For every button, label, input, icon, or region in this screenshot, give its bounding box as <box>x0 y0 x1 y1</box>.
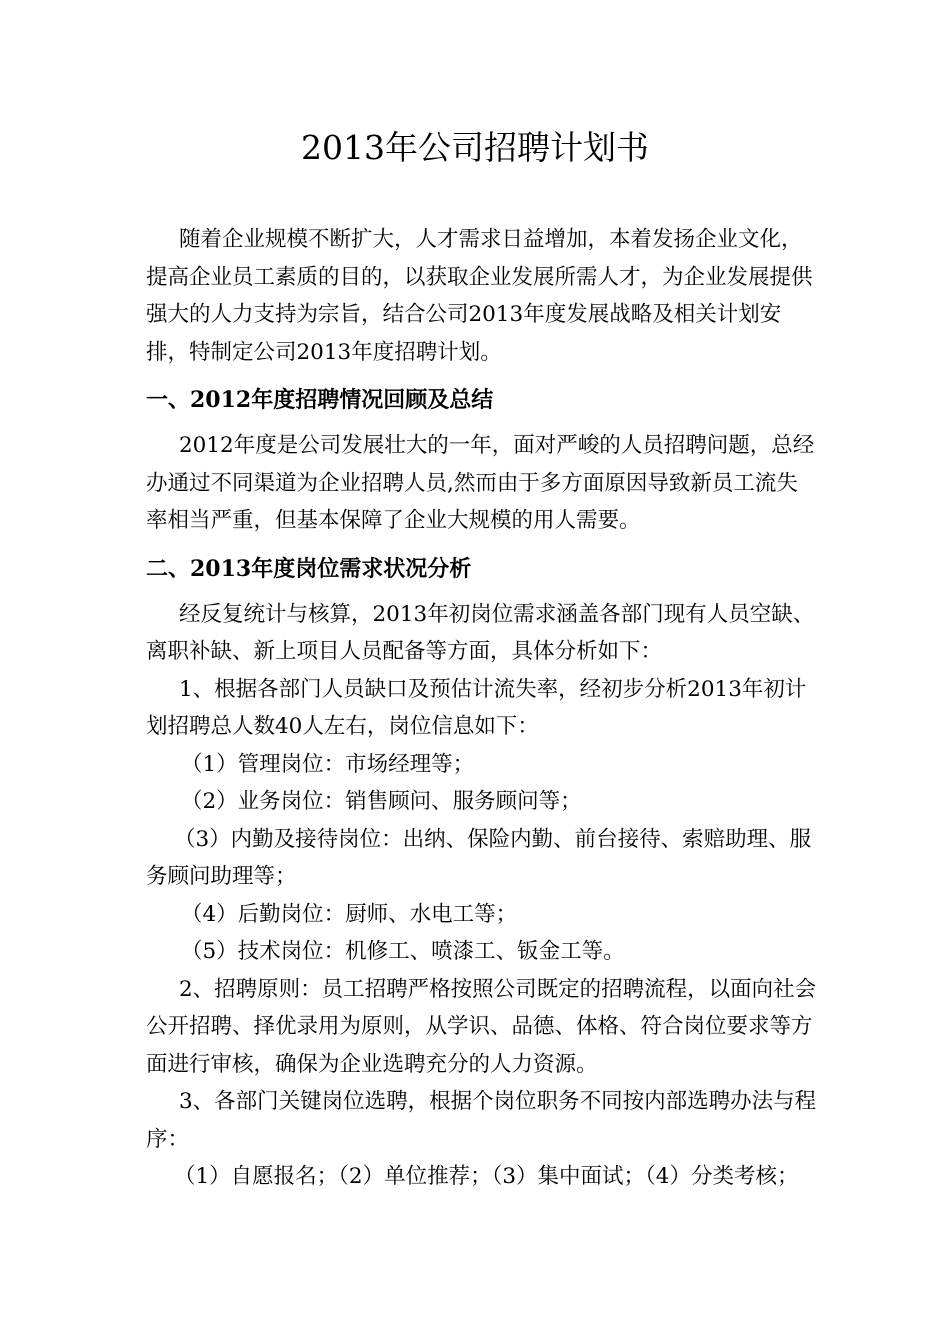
selection-steps: （1）自愿报名；（2）单位推荐；（3）集中面试；（4）分类考核； <box>174 1164 799 1189</box>
point1-paragraph: 1、根据各部门人员缺口及预估计流失率，经初步分析2013年初计划招聘总人数40人左右，岗位信息如下： <box>146 676 807 739</box>
section2-heading: 二、2013年度岗位需求状况分析 <box>146 555 472 582</box>
position-item-4: （4）后勤岗位：厨师、水电工等； <box>181 901 518 927</box>
section1-paragraph: 2012年度是公司发展壮大的一年，面对严峻的人员招聘问题，总经办通过不同渠道为企业招聘人员,然而由于多方面原因导致新员工流失率相当严重，但基本保障了企业大规模的用人需要。 <box>146 433 815 533</box>
position-item-1: （1）管理岗位：市场经理等； <box>181 751 475 777</box>
section2-paragraph: 经反复统计与核算，2013年初岗位需求涵盖各部门现有人员空缺、离职补缺、新上项目人员配备等方面，具体分析如下： <box>146 601 815 664</box>
section1-heading: 一、2012年度招聘情况回顾及总结 <box>146 387 494 413</box>
intro-paragraph: 随着企业规模不断扩大，人才需求日益增加，本着发扬企业文化，提高企业员工素质的目的，以获取企业发展所需人才，为企业发展提供强大的人力支持为宗旨，结合公司2013年度发展战略及相关计划安排，特制定公司2013年度招聘计划。 <box>146 227 813 365</box>
document-body <box>146 221 818 1196</box>
position-item-2: （2）业务岗位：销售顾问、服务顾问等； <box>181 789 582 814</box>
document-title: 2013年公司招聘计划书 <box>301 128 649 167</box>
point2-paragraph: 2、招聘原则：员工招聘严格按照公司既定的招聘流程，以面向社会公开招聘、择优录用为原则，从学识、品德、体格、符合岗位要求等方面进行审核，确保为企业选聘充分的人力资源。 <box>146 976 817 1077</box>
point3-paragraph: 3、各部门关键岗位选聘，根据个岗位职务不同按内部选聘办法与程序： <box>146 1089 817 1152</box>
position-item-5: （5）技术岗位：机修工、喷漆工、钣金工等。 <box>181 939 625 964</box>
position-item-3: （3）内勤及接待岗位：出纳、保险内勤、前台接待、索赔助理、服务顾问助理等； <box>146 826 812 889</box>
